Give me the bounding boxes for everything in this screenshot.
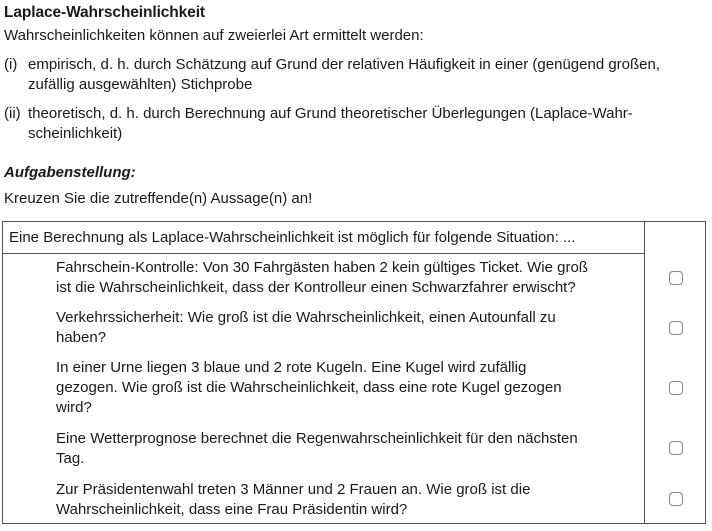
definition-theoretical [4,104,708,144]
answer-option-2 [56,308,636,348]
intro-text: Wahrscheinlichkeiten können auf zweierlei Art ermittelt werden: [4,27,424,44]
definition-number: (ii) [4,105,21,122]
task-heading: Aufgabenstellung: [4,164,136,181]
question-table [2,221,706,524]
option-2-checkbox[interactable] [669,321,683,335]
definition-text-line: theoretisch, d. h. durch Berechnung auf Grund theoretischer Überlegungen (Laplace-Wahr- [28,105,633,122]
option-1-checkbox[interactable] [669,271,683,285]
definition-text-line: scheinlichkeit) [28,125,123,142]
option-text-line: Fahrschein-Kontrolle: Von 30 Fahrgästen haben 2 kein gültiges Ticket. Wie groß [56,259,588,276]
answer-option-3 [56,358,636,418]
option-4-checkbox[interactable] [669,441,683,455]
definition-text-line: empirisch, d. h. durch Schätzung auf Grund der relativen Häufigkeit in einer (genügend großen, [28,56,661,73]
question-stem: Eine Berechnung als Laplace-Wahrscheinlichkeit ist möglich für folgende Situation: ... [9,229,576,246]
option-text-line: gezogen. Wie groß ist die Wahrscheinlichkeit, dass eine rote Kugel gezogen [56,379,562,396]
option-text-line: haben? [56,329,107,346]
row-divider [3,253,644,254]
option-text-line: Verkehrssicherheit: Wie groß ist die Wahrscheinlichkeit, einen Autounfall zu [56,309,556,326]
definition-text-line: zufällig ausgewählten) Stichprobe [28,76,253,93]
option-text-line: wird? [56,399,92,416]
option-text-line: Wahrscheinlichkeit, dass eine Frau Präsidentin wird? [56,501,408,518]
answer-option-4 [56,429,636,469]
option-text-line: Eine Wetterprognose berechnet die Regenwahrscheinlichkeit für den nächsten [56,430,578,447]
option-text-line: Zur Präsidentenwahl treten 3 Männer und 2 Frauen an. Wie groß ist die [56,481,531,498]
option-text-line: Tag. [56,450,85,467]
definition-number: (i) [4,56,18,73]
option-text-line: ist die Wahrscheinlichkeit, dass der Kontrolleur einen Schwarzfahrer erwischt? [56,279,576,296]
option-5-checkbox[interactable] [669,492,683,506]
answer-option-1 [56,258,636,298]
column-divider [644,222,645,523]
option-text-line: In einer Urne liegen 3 blaue und 2 rote Kugeln. Eine Kugel wird zufällig [56,359,527,376]
answer-option-5 [56,480,636,520]
option-3-checkbox[interactable] [669,381,683,395]
task-instruction: Kreuzen Sie die zutreffende(n) Aussage(n) an! [4,190,313,207]
page-title: Laplace-Wahrscheinlichkeit [4,4,205,21]
definition-empirical [4,55,708,95]
